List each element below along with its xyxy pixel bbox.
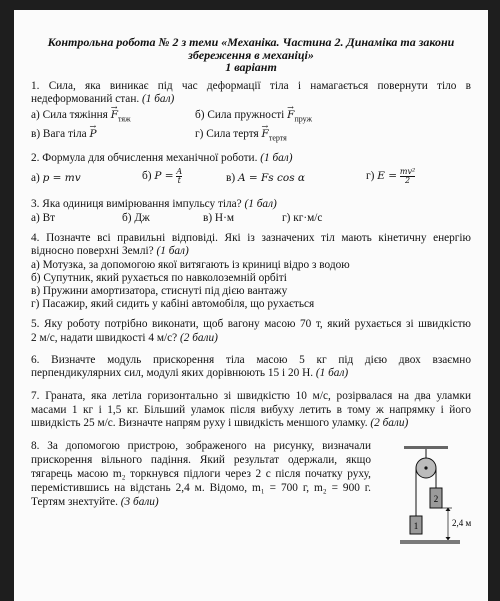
q5-points: (2 бали) <box>179 332 218 344</box>
q3-points: (1 бал) <box>244 198 277 210</box>
q1-option-d: г) Сила тертя → $F_{тертя}$ <box>195 128 287 144</box>
q1-option-b: б) Сила пружності → $F_{пруж}$ <box>195 109 312 125</box>
q2-line1: 2. Формула для обчислення механічної роботи. (1 бал) <box>31 152 293 164</box>
q6-line2: перпендикулярних сил, модулі яких дорівнюють 15 і 20 Н. (1 бал) <box>31 367 349 379</box>
q4-line1: 4. Позначте всі правильні відповіді. Які із зазначених тіл мають кінетичну енергію <box>31 232 471 244</box>
q8-line5: Тертям знехтуйте. (3 бали) <box>31 496 159 508</box>
q6-line1: 6. Визначте модуль прискорення тіла масою 5 кг під дією двох взаємно <box>31 354 471 366</box>
dimension-arrow-down <box>446 537 451 541</box>
q4-points: (1 бал) <box>156 245 189 257</box>
q3-option-c: в) Н·м <box>203 212 234 224</box>
ceiling-support <box>404 446 448 449</box>
q3-option-b: б) Дж <box>122 212 150 224</box>
q2-option-a: а) p = mv <box>31 172 81 184</box>
q4-option-c: в) Пружини амортизатора, стиснуті під дією вантажу <box>31 285 288 297</box>
q3-option-d: г) кг·м/с <box>282 212 323 224</box>
pulley-axle <box>424 466 427 469</box>
q4-option-d: г) Пасажир, який сидить у кабіні автомобіля, що рухається <box>31 298 315 310</box>
q2-option-c: в) A = Fs cos α <box>226 172 306 184</box>
floor <box>400 540 460 544</box>
weight-1-label: 1 <box>413 521 419 531</box>
q8-line2: прискорення вільного падіння. Який результат одержали, якщо <box>31 454 371 466</box>
atwood-machine-figure <box>392 446 478 546</box>
worksheet-page <box>14 10 488 601</box>
q7-line3: швидкість 25 м/с. Визначте напрям руху і швидкість меншого уламку. (2 бали) <box>31 417 409 429</box>
q8-points: (3 бали) <box>120 496 159 508</box>
q8-line3: тягарець масою m₂ торкнувся підлоги через 2 с після початку руху, <box>31 468 371 480</box>
q2-points: (1 бал) <box>260 152 293 164</box>
q7-line1: 7. Граната, яка летіла горизонтально зі швидкістю 10 м/с, розірвалася на два уламки <box>31 390 471 402</box>
q5-line1: 5. Яку роботу потрібно виконати, щоб вагону масою 70 т, який рухається зі швидкістю <box>31 318 471 330</box>
worksheet-title: Контрольна робота № 2 з теми «Механіка. Частина 2. Динаміка та закони збереження в механіці» <box>47 35 455 62</box>
q4-option-a: а) Мотузка, за допомогою якої витягають із криниці відро з водою <box>31 259 350 271</box>
q2-option-d: г) E = $\frac{\text{mv²}}{2}$ <box>366 167 416 185</box>
variant-label: 1 варіант <box>225 60 277 74</box>
q8-line4: перемістившись на відстань 2,4 м. Відомо, m₁ = 700 г, m₂ = 900 г. <box>31 482 371 494</box>
weight-2-label: 2 <box>433 494 439 504</box>
q7-line2: масами 1 кг і 1,5 кг. Більший уламок після вибуху летить в тому ж напрямку і його <box>31 404 471 416</box>
q2-option-b: б) P = $\frac{A}{t}$ <box>142 167 183 185</box>
q7-points: (2 бали) <box>370 417 409 429</box>
distance-label: 2,4 м <box>452 518 472 528</box>
q1-option-c: в) Вага тіла → P <box>31 128 97 141</box>
q4-line2: відносно поверхні Землі? (1 бал) <box>31 245 189 257</box>
q1-points: (1 бал) <box>142 93 175 105</box>
q3-option-a: а) Вт <box>31 212 56 224</box>
q1-line2: недеформований стан. (1 бал) <box>31 93 175 105</box>
q6-points: (1 бал) <box>315 367 349 379</box>
q4-option-b: б) Супутник, який рухається по навколоземній орбіті <box>31 272 287 284</box>
q1-option-a: а) Сила тяжіння → $F_{тяж}$ <box>31 109 131 125</box>
q5-line2: 2 м/с, надати швидкості 4 м/с? (2 бали) <box>31 332 218 344</box>
q1-line1: 1. Сила, яка виникає під час деформації тіла і намагається повернути тіло в <box>31 80 471 92</box>
q3-line1: 3. Яка одиниця вимірювання імпульсу тіла? (1 бал) <box>31 198 277 210</box>
q8-line1: 8. За допомогою пристрою, зображеного на рисунку, визначали <box>31 440 371 452</box>
